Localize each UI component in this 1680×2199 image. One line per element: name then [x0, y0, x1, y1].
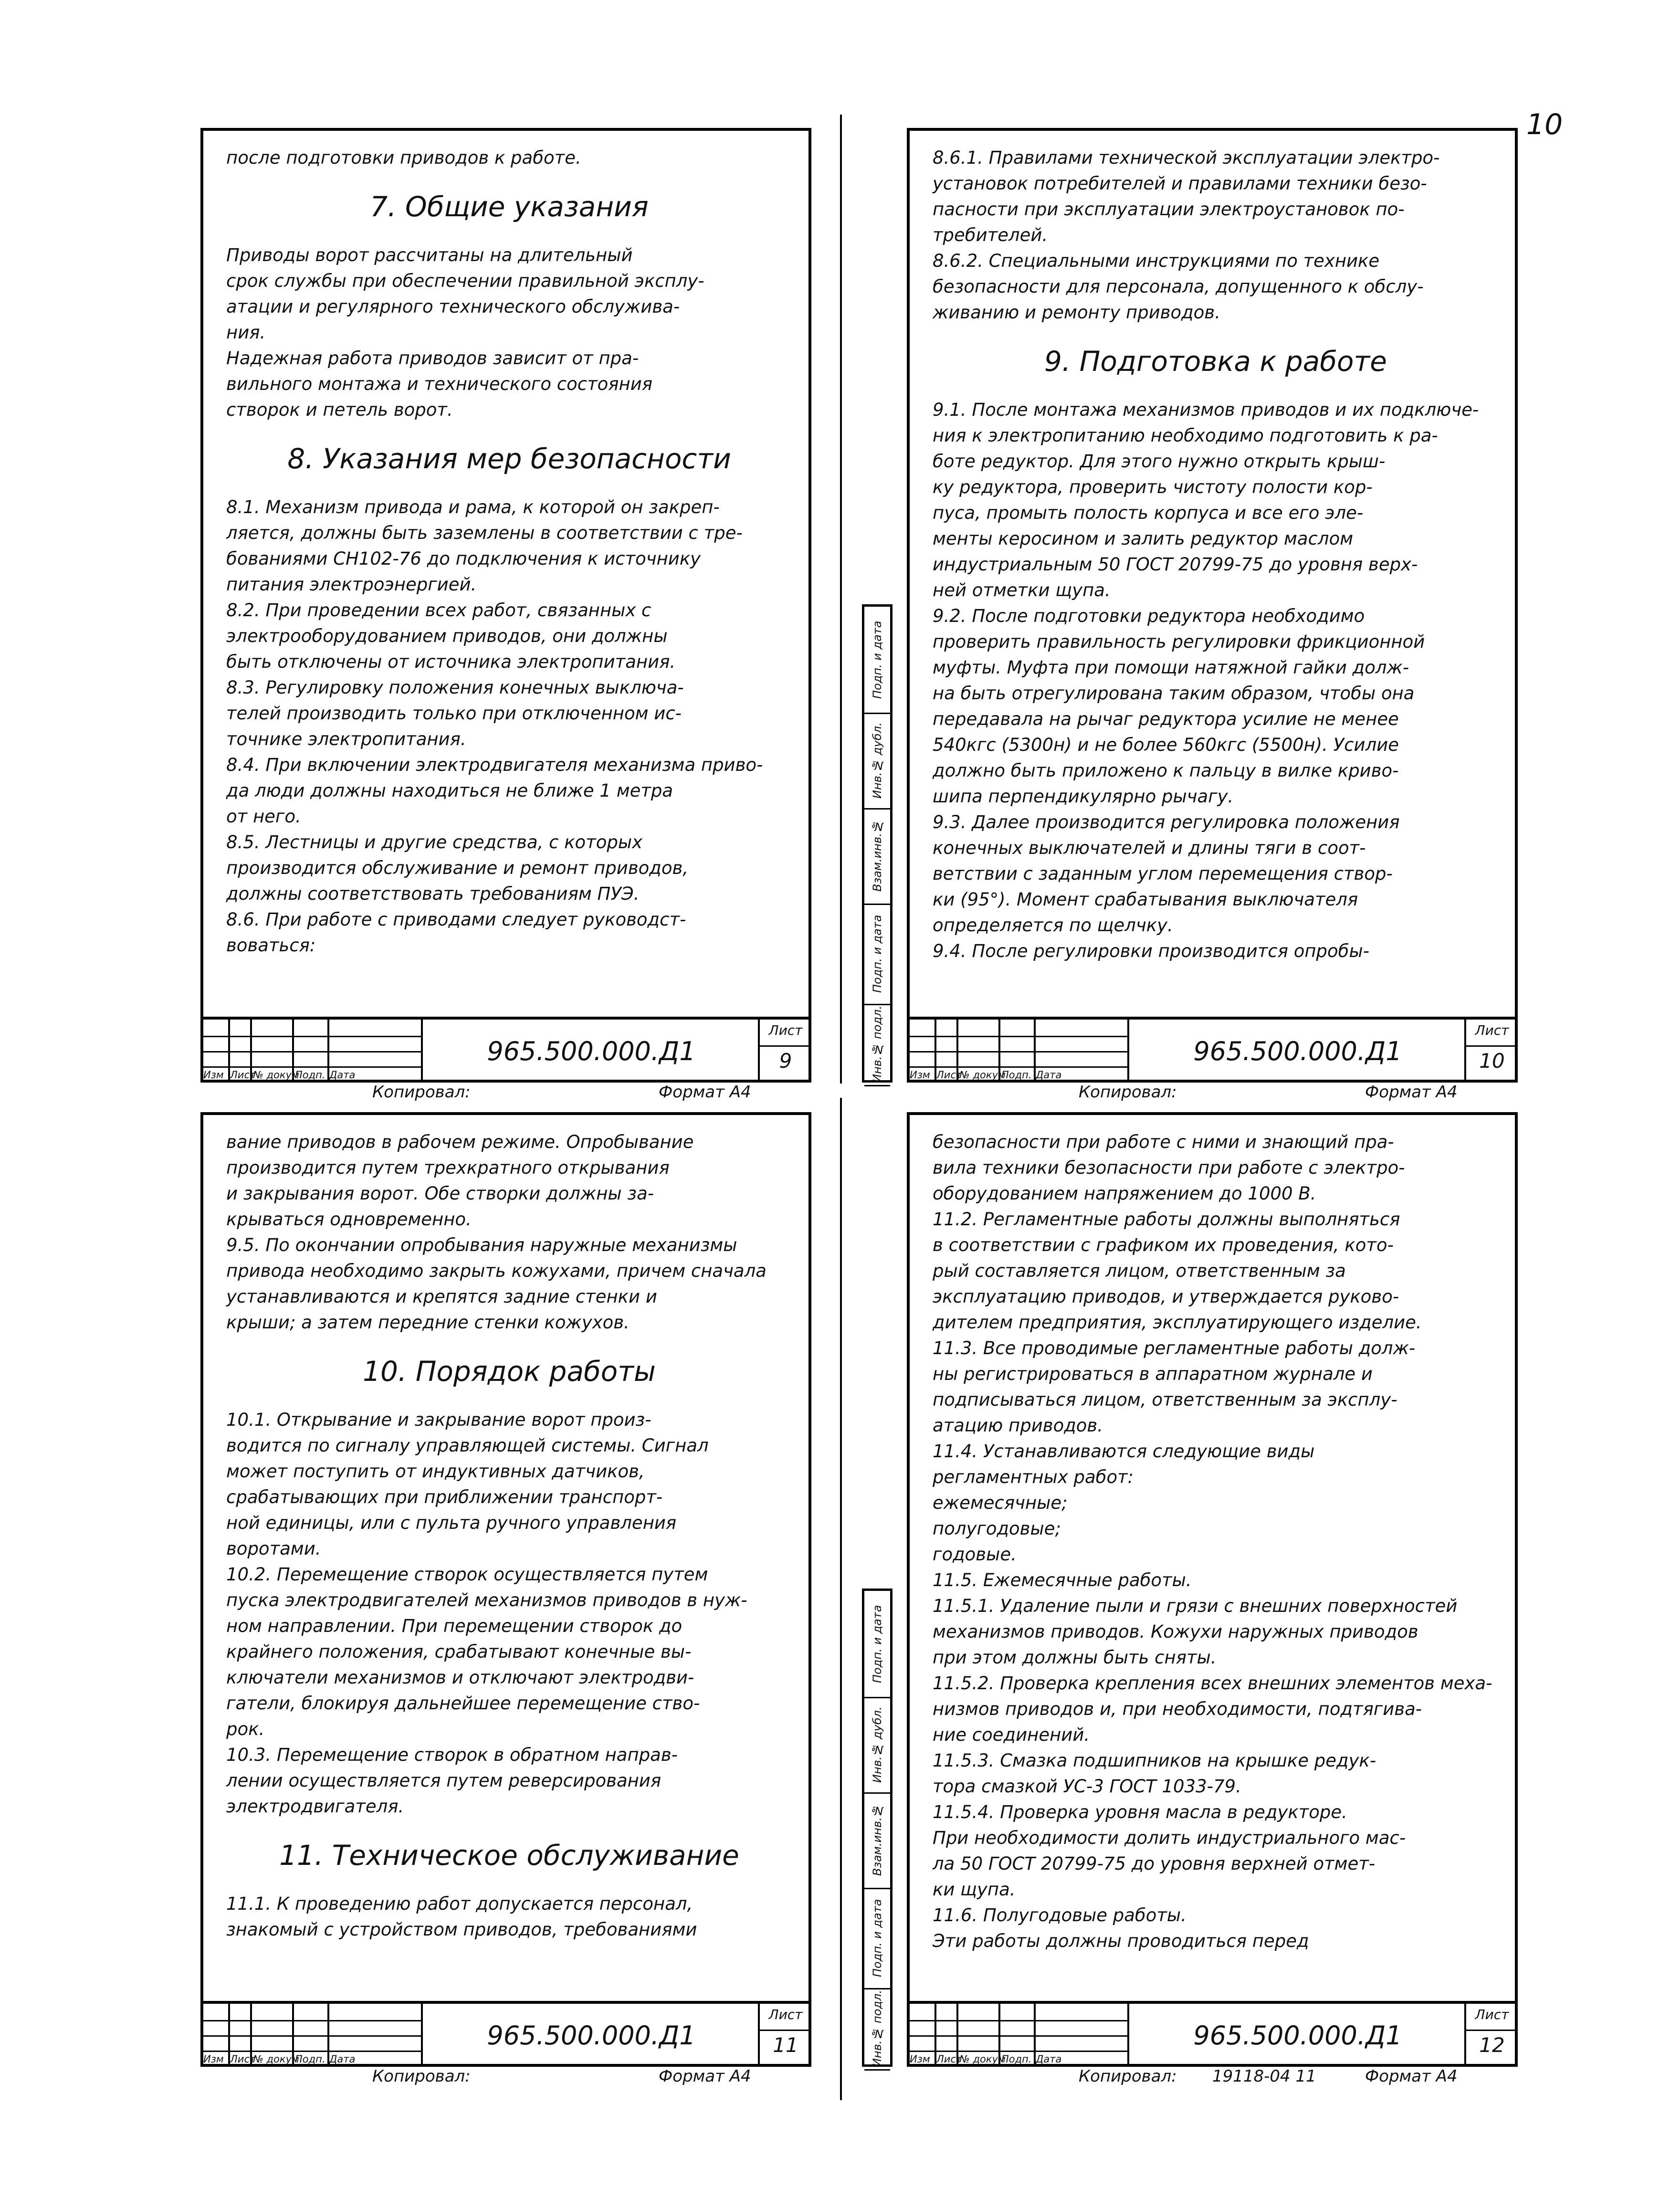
text-line: 9.1. После монтажа механизмов приводов и их подключе- [933, 400, 1479, 420]
revision-col-2: № докум. [253, 1069, 303, 1081]
text-line: срабатывающих при приближении транспорт- [226, 1487, 663, 1507]
page-12 [907, 1112, 1518, 2086]
copied-label: Копировал: [1079, 1083, 1177, 1102]
text-line: 11.5.3. Смазка подшипников на крышке редук- [933, 1750, 1376, 1771]
binding-cell: Подп. и дата [864, 1888, 890, 1989]
text-line: пуса, промыть полость корпуса и все его эле- [933, 503, 1364, 523]
revision-col-3: Подп. [1001, 1069, 1032, 1081]
revision-col-1: Лист [230, 2053, 256, 2065]
text-line: должно быть приложено к пальцу в вилке криво- [933, 760, 1399, 781]
text-line: 11.2. Регламентные работы должны выполняться [933, 1209, 1400, 1230]
text-line: 9.4. После регулировки производится опробы- [933, 941, 1370, 961]
text-line: ки (95°). Момент срабатывания выключателя [933, 889, 1358, 910]
revision-col-3: Подп. [1001, 2053, 1032, 2065]
table-divider [200, 2020, 421, 2021]
revision-col-3: Подп. [295, 1069, 326, 1081]
binding-cell: Инв.№ дубл. [864, 1697, 890, 1794]
text-line: ны регистрироваться в аппаратном журнале и [933, 1364, 1373, 1384]
revision-col-4: Дата [329, 2053, 356, 2065]
text-line: 8.5. Лестницы и другие средства, с которых [226, 832, 642, 852]
binding-strip [862, 604, 892, 1083]
text-line: требителей. [933, 225, 1048, 245]
revision-table [200, 1020, 421, 1083]
text-line: передавала на рычаг редуктора усилие не менее [933, 709, 1399, 729]
text-line: после подготовки приводов к работе. [226, 147, 581, 168]
text-line: конечных выключателей и длины тяги в соот- [933, 838, 1366, 858]
text-line: створок и петель ворот. [226, 400, 453, 420]
text-line: проверить правильность регулировки фрикционной [933, 631, 1425, 652]
table-divider [200, 2051, 421, 2052]
text-line: Эти работы должны проводиться перед [933, 1931, 1309, 1951]
document-designation: 965.500.000.Д1 [1127, 2004, 1466, 2067]
text-line: Приводы ворот рассчитаны на длительный [226, 245, 633, 265]
sheet-number: 11 [773, 2033, 798, 2057]
sheet-number-box [1464, 1020, 1518, 1083]
text-line: привода необходимо закрыть кожухами, причем сначала [226, 1261, 766, 1281]
text-line: низмов приводов и, при необходимости, подтягива- [933, 1699, 1422, 1719]
text-line: 8.1. Механизм привода и рама, к которой он закреп- [226, 497, 720, 517]
text-line: знакомый с устройством приводов, требованиями [226, 1919, 697, 1940]
text-line: питания электроэнергией. [226, 574, 477, 595]
text-line: тора смазкой УС-3 ГОСТ 1033-79. [933, 1776, 1241, 1797]
text-line: годовые. [933, 1544, 1017, 1565]
revision-col-2: № докум. [253, 2053, 303, 2065]
table-divider [907, 2051, 1127, 2052]
document-designation: 965.500.000.Д1 [421, 1020, 760, 1083]
text-line: 11.4. Устанавливаются следующие виды [933, 1441, 1315, 1462]
sheet-label: Лист [760, 1022, 811, 1047]
table-divider [907, 1051, 1127, 1052]
text-line: устанавливаются и крепятся задние стенки и [226, 1286, 657, 1307]
text-line: производится путем трехкратного открывания [226, 1157, 670, 1178]
revision-table [200, 2004, 421, 2067]
text-line: индустриальным 50 ГОСТ 20799-75 до уровня верх- [933, 554, 1418, 575]
binding-cell: Подп. и дата [864, 607, 890, 714]
section-heading: 7. Общие указания [370, 190, 649, 223]
text-line: электродвигателя. [226, 1796, 404, 1817]
text-line: 8.6. При работе с приводами следует руководст- [226, 909, 686, 930]
binding-cell: Подп. и дата [864, 904, 890, 1005]
table-divider [200, 1051, 421, 1052]
text-line: бованиями СН102-76 до подключения к источнику [226, 548, 701, 569]
sheet-number: 9 [779, 1049, 792, 1073]
table-divider [200, 2035, 421, 2037]
text-line: ветствии с заданным углом перемещения створ- [933, 863, 1393, 884]
text-line: ключатели механизмов и отключают электродви- [226, 1667, 694, 1688]
text-line: срок службы при обеспечении правильной эксплу- [226, 271, 704, 291]
text-line: вильного монтажа и технического состояния [226, 374, 653, 394]
text-line: При необходимости долить индустриального мас- [933, 1828, 1406, 1848]
sheet-number: 10 [1479, 1049, 1505, 1073]
text-line: ки щупа. [933, 1879, 1016, 1900]
table-divider [907, 1066, 1127, 1068]
text-line: водится по сигналу управляющей системы. Сигнал [226, 1435, 709, 1456]
text-line: точнике электропитания. [226, 729, 466, 749]
text-line: пасности при эксплуатации электроустановок по- [933, 199, 1405, 220]
format-label: Формат А4 [1365, 1083, 1458, 1102]
text-line: вание приводов в рабочем режиме. Опробывание [226, 1132, 694, 1152]
text-line: регламентных работ: [933, 1467, 1134, 1487]
title-block [200, 1017, 811, 1083]
sheet-number: 12 [1479, 2033, 1505, 2057]
text-line: 11.1. К проведению работ допускается персонал, [226, 1894, 693, 1914]
text-line: 11.5. Ежемесячные работы. [933, 1570, 1192, 1590]
text-line: 540кгс (5300н) и не более 560кгс (5500н). Усилие [933, 735, 1399, 755]
table-divider [907, 1036, 1127, 1037]
binding-cell: Взам.инв.№ [864, 808, 890, 905]
sheet-corner-number: 10 [1526, 108, 1563, 141]
section-heading: 9. Подготовка к работе [1044, 345, 1387, 378]
copied-label: Копировал: [372, 2067, 471, 2086]
revision-col-1: Лист [230, 1069, 256, 1081]
page-text [226, 1129, 792, 1943]
revision-col-0: Изм [910, 2053, 930, 2065]
text-line: муфты. Муфта при помощи натяжной гайки долж- [933, 657, 1409, 678]
binding-cell: Инв.№ подл. [864, 1988, 890, 2071]
page-9 [200, 128, 811, 1102]
text-line: при этом должны быть сняты. [933, 1647, 1217, 1668]
text-line: живанию и ремонту приводов. [933, 302, 1220, 323]
text-line: гатели, блокируя дальнейшее перемещение ство- [226, 1693, 700, 1714]
text-line: ния к электропитанию необходимо подготовить к ра- [933, 425, 1438, 446]
order-number: 19118-04 11 [1212, 2067, 1316, 2086]
text-line: дителем предприятия, эксплуатирующего изделие. [933, 1312, 1422, 1333]
table-divider [907, 2020, 1127, 2021]
text-line: да люди должны находиться не ближе 1 метра [226, 780, 673, 801]
text-line: 11.5.4. Проверка уровня масла в редукторе. [933, 1802, 1347, 1822]
text-line: 8.2. При проведении всех работ, связанных с [226, 600, 651, 621]
binding-cell: Подп. и дата [864, 1591, 890, 1698]
revision-col-1: Лист [936, 1069, 962, 1081]
title-block [907, 1017, 1518, 1083]
page-text [933, 1129, 1499, 1954]
revision-col-2: № докум. [959, 1069, 1009, 1081]
text-line: 11.5.2. Проверка крепления всех внешних элементов меха- [933, 1673, 1492, 1694]
copied-label: Копировал: [372, 1083, 471, 1102]
binding-cell: Взам.инв.№ [864, 1792, 890, 1889]
text-line: ляется, должны быть заземлены в соответствии с тре- [226, 523, 743, 543]
text-line: 9.5. По окончании опробывания наружные механизмы [226, 1235, 737, 1255]
format-label: Формат А4 [659, 1083, 751, 1102]
text-line: подписываться лицом, ответственным за эксплу- [933, 1389, 1397, 1410]
text-line: рок. [226, 1719, 265, 1739]
revision-col-1: Лист [936, 2053, 962, 2065]
section-heading: 11. Техническое обслуживание [279, 1839, 739, 1872]
text-line: механизмов приводов. Кожухи наружных приводов [933, 1621, 1418, 1642]
text-line: ла 50 ГОСТ 20799-75 до уровня верхней отмет- [933, 1853, 1376, 1874]
title-block [907, 2001, 1518, 2067]
revision-col-0: Изм [203, 2053, 224, 2065]
title-block [200, 2001, 811, 2067]
text-line: рый составляется лицом, ответственным за [933, 1261, 1346, 1281]
format-label: Формат А4 [1365, 2067, 1458, 2086]
text-line: 10.2. Перемещение створок осуществляется путем [226, 1564, 708, 1585]
text-line: 9.2. После подготовки редуктора необходимо [933, 606, 1365, 626]
text-line: крываться одновременно. [226, 1209, 472, 1230]
sheet-number-box [758, 2004, 811, 2067]
binding-cell: Инв.№ дубл. [864, 713, 890, 810]
text-line: крайнего положения, срабатывают конечные вы- [226, 1641, 692, 1662]
revision-col-0: Изм [203, 1069, 224, 1081]
page-gutter-line [840, 115, 842, 1084]
table-divider [200, 1066, 421, 1068]
text-line: производится обслуживание и ремонт приводов, [226, 858, 689, 878]
text-line: атации и регулярного технического обслужива- [226, 296, 680, 317]
text-line: оборудованием напряжением до 1000 В. [933, 1183, 1316, 1204]
text-line: пуска электродвигателей механизмов приводов в нуж- [226, 1590, 747, 1610]
text-line: лении осуществляется путем реверсирования [226, 1770, 662, 1791]
text-line: атацию приводов. [933, 1415, 1103, 1436]
sheet-number-box [758, 1020, 811, 1083]
page-text [226, 145, 792, 958]
sheet-label: Лист [1466, 2007, 1518, 2031]
text-line: боте редуктор. Для этого нужно открыть крыш- [933, 451, 1386, 472]
text-line: 11.6. Полугодовые работы. [933, 1905, 1186, 1925]
sheet-label: Лист [760, 2007, 811, 2031]
page-10 [907, 128, 1518, 1102]
revision-col-2: № докум. [959, 2053, 1009, 2065]
text-line: определяется по щелчку. [933, 915, 1173, 936]
text-line: быть отключены от источника электропитания. [226, 652, 676, 672]
document-designation: 965.500.000.Д1 [1127, 1020, 1466, 1083]
revision-col-3: Подп. [295, 2053, 326, 2065]
text-line: 10.3. Перемещение створок в обратном направ- [226, 1745, 678, 1765]
text-line: ном направлении. При перемещении створок до [226, 1616, 682, 1636]
text-line: воротами. [226, 1538, 321, 1559]
text-line: и закрывания ворот. Обе створки должны за- [226, 1183, 654, 1204]
text-line: установок потребителей и правилами техники безо- [933, 173, 1427, 194]
text-line: ку редуктора, проверить чистоту полости кор- [933, 477, 1373, 497]
text-line: безопасности при работе с ними и знающий пра- [933, 1132, 1394, 1152]
text-line: эксплуатацию приводов, и утверждается руково- [933, 1286, 1399, 1307]
text-line: 8.6.2. Специальными инструкциями по технике [933, 251, 1380, 271]
text-line: на быть отрегулирована таким образом, чтобы она [933, 683, 1415, 704]
text-line: 11.5.1. Удаление пыли и грязи с внешних поверхностей [933, 1596, 1458, 1616]
section-heading: 8. Указания мер безопасности [287, 442, 731, 475]
text-line: 10.1. Открывание и закрывание ворот произ- [226, 1410, 651, 1430]
binding-strip [862, 1589, 892, 2067]
text-line: ния. [226, 322, 266, 343]
binding-cell: Инв.№ подл. [864, 1004, 890, 1086]
text-line: ние соединений. [933, 1725, 1090, 1745]
text-line: менты керосином и залить редуктор маслом [933, 528, 1354, 549]
text-line: должны соответствовать требованиям ПУЭ. [226, 884, 640, 904]
table-divider [200, 1036, 421, 1037]
text-line: 8.3. Регулировку положения конечных выключа- [226, 677, 684, 698]
revision-col-0: Изм [910, 1069, 930, 1081]
section-heading: 10. Порядок работы [363, 1355, 656, 1388]
page-gutter-line [840, 1098, 842, 2100]
page-text [933, 145, 1499, 964]
text-line: ной единицы, или с пульта ручного управления [226, 1513, 677, 1533]
revision-col-4: Дата [1036, 2053, 1062, 2065]
text-line: вила техники безопасности при работе с электро- [933, 1157, 1405, 1178]
text-line: ежемесячные; [933, 1493, 1068, 1513]
copied-label: Копировал: [1079, 2067, 1177, 2086]
text-line: электрооборудованием приводов, они должны [226, 626, 668, 646]
document-designation: 965.500.000.Д1 [421, 2004, 760, 2067]
text-line: 8.4. При включении электродвигателя механизма приво- [226, 755, 763, 775]
revision-col-4: Дата [329, 1069, 356, 1081]
text-line: безопасности для персонала, допущенного к обслу- [933, 276, 1424, 297]
revision-table [907, 2004, 1127, 2067]
text-line: 9.3. Далее производится регулировка положения [933, 812, 1400, 832]
page-11 [200, 1112, 811, 2086]
text-line: может поступить от индуктивных датчиков, [226, 1461, 645, 1482]
format-label: Формат А4 [659, 2067, 751, 2086]
text-line: ней отметки щупа. [933, 580, 1111, 600]
text-line: 8.6.1. Правилами технической эксплуатации электро- [933, 147, 1440, 168]
text-line: Надежная работа приводов зависит от пра- [226, 348, 639, 368]
text-line: телей производить только при отключенном ис- [226, 703, 682, 724]
sheet-label: Лист [1466, 1022, 1518, 1047]
text-line: шипа перпендикулярно рычагу. [933, 786, 1234, 807]
text-line: воваться: [226, 935, 316, 956]
revision-table [907, 1020, 1127, 1083]
revision-col-4: Дата [1036, 1069, 1062, 1081]
sheet-number-box [1464, 2004, 1518, 2067]
text-line: в соответствии с графиком их проведения, кото- [933, 1235, 1394, 1255]
text-line: от него. [226, 806, 301, 827]
table-divider [907, 2035, 1127, 2037]
text-line: полугодовые; [933, 1518, 1061, 1539]
text-line: 11.3. Все проводимые регламентные работы долж- [933, 1338, 1416, 1358]
text-line: крыши; а затем передние стенки кожухов. [226, 1312, 630, 1333]
